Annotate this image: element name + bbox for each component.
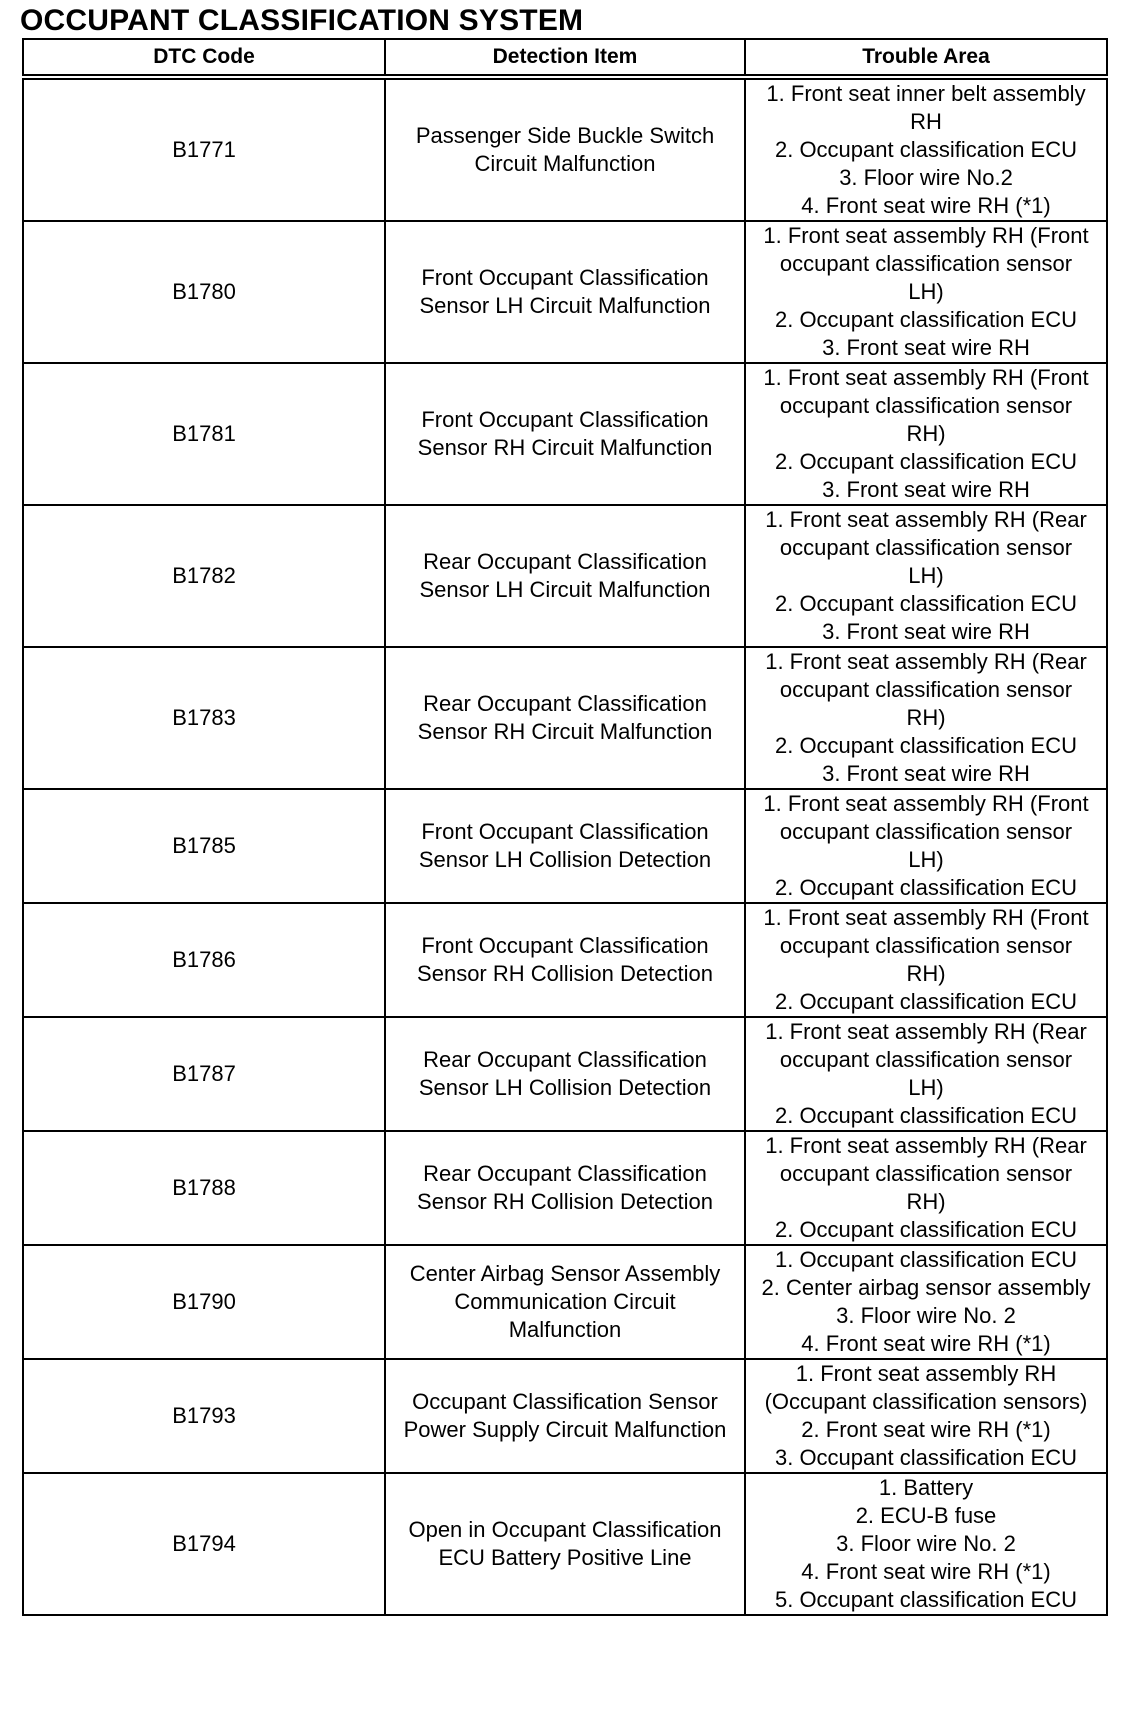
detection-item-cell: Center Airbag Sensor Assembly Communication Circuit Malfunction <box>385 1245 745 1359</box>
detection-item-cell: Front Occupant Classification Sensor RH Circuit Malfunction <box>385 363 745 505</box>
dtc-code-cell: B1786 <box>23 903 385 1017</box>
dtc-code-cell: B1790 <box>23 1245 385 1359</box>
detection-item-cell: Passenger Side Buckle Switch Circuit Malfunction <box>385 77 745 221</box>
dtc-code-cell: B1785 <box>23 789 385 903</box>
trouble-area-cell: 1. Front seat assembly RH (Rear occupant classification sensor LH) 2. Occupant classification ECU 3. Front seat wire RH <box>745 505 1107 647</box>
detection-item-cell: Front Occupant Classification Sensor LH Collision Detection <box>385 789 745 903</box>
table-row <box>23 1245 1107 1359</box>
dtc-code-cell: B1780 <box>23 221 385 363</box>
table-row <box>23 647 1107 789</box>
dtc-code-cell: B1793 <box>23 1359 385 1473</box>
trouble-area-cell: 1. Battery 2. ECU-B fuse 3. Floor wire No. 2 4. Front seat wire RH (*1) 5. Occupant classification ECU <box>745 1473 1107 1615</box>
table-row <box>23 1017 1107 1131</box>
detection-item-cell: Front Occupant Classification Sensor LH Circuit Malfunction <box>385 221 745 363</box>
trouble-area-cell: 1. Front seat inner belt assembly RH 2. Occupant classification ECU 3. Floor wire No.2 4. Front seat wire RH (*1) <box>745 77 1107 221</box>
trouble-area-cell: 1. Front seat assembly RH (Front occupant classification sensor RH) 2. Occupant classification ECU <box>745 903 1107 1017</box>
table-row <box>23 903 1107 1017</box>
trouble-area-cell: 1. Front seat assembly RH (Front occupant classification sensor LH) 2. Occupant classification ECU <box>745 789 1107 903</box>
dtc-code-cell: B1781 <box>23 363 385 505</box>
trouble-area-cell: 1. Front seat assembly RH (Rear occupant classification sensor RH) 2. Occupant classification ECU <box>745 1131 1107 1245</box>
detection-item-cell: Occupant Classification Sensor Power Supply Circuit Malfunction <box>385 1359 745 1473</box>
header-trouble-area: Trouble Area <box>745 39 1107 77</box>
detection-item-cell: Open in Occupant Classification ECU Battery Positive Line <box>385 1473 745 1615</box>
table-row <box>23 505 1107 647</box>
trouble-area-cell: 1. Front seat assembly RH (Occupant classification sensors) 2. Front seat wire RH (*1) 3. Occupant classification ECU <box>745 1359 1107 1473</box>
table-row <box>23 363 1107 505</box>
table-row <box>23 1359 1107 1473</box>
trouble-area-cell: 1. Occupant classification ECU 2. Center airbag sensor assembly 3. Floor wire No. 2 4. Front seat wire RH (*1) <box>745 1245 1107 1359</box>
trouble-area-cell: 1. Front seat assembly RH (Rear occupant classification sensor LH) 2. Occupant classification ECU <box>745 1017 1107 1131</box>
header-detection-item: Detection Item <box>385 39 745 77</box>
trouble-area-cell: 1. Front seat assembly RH (Front occupant classification sensor LH) 2. Occupant classification ECU 3. Front seat wire RH <box>745 221 1107 363</box>
trouble-area-cell: 1. Front seat assembly RH (Rear occupant classification sensor RH) 2. Occupant classification ECU 3. Front seat wire RH <box>745 647 1107 789</box>
header-dtc-code: DTC Code <box>23 39 385 77</box>
detection-item-cell: Rear Occupant Classification Sensor RH Collision Detection <box>385 1131 745 1245</box>
detection-item-cell: Front Occupant Classification Sensor RH Collision Detection <box>385 903 745 1017</box>
table-row <box>23 1473 1107 1615</box>
detection-item-cell: Rear Occupant Classification Sensor LH Circuit Malfunction <box>385 505 745 647</box>
dtc-code-cell: B1771 <box>23 77 385 221</box>
trouble-area-cell: 1. Front seat assembly RH (Front occupant classification sensor RH) 2. Occupant classification ECU 3. Front seat wire RH <box>745 363 1107 505</box>
table-row <box>23 789 1107 903</box>
dtc-code-cell: B1787 <box>23 1017 385 1131</box>
table-row <box>23 221 1107 363</box>
detection-item-cell: Rear Occupant Classification Sensor LH Collision Detection <box>385 1017 745 1131</box>
dtc-code-cell: B1794 <box>23 1473 385 1615</box>
table-header-row <box>23 39 1107 77</box>
table-row <box>23 1131 1107 1245</box>
dtc-code-cell: B1788 <box>23 1131 385 1245</box>
dtc-table <box>22 38 1108 1616</box>
dtc-code-cell: B1782 <box>23 505 385 647</box>
page-title: OCCUPANT CLASSIFICATION SYSTEM <box>20 4 584 37</box>
detection-item-cell: Rear Occupant Classification Sensor RH Circuit Malfunction <box>385 647 745 789</box>
table-row <box>23 77 1107 221</box>
dtc-code-cell: B1783 <box>23 647 385 789</box>
